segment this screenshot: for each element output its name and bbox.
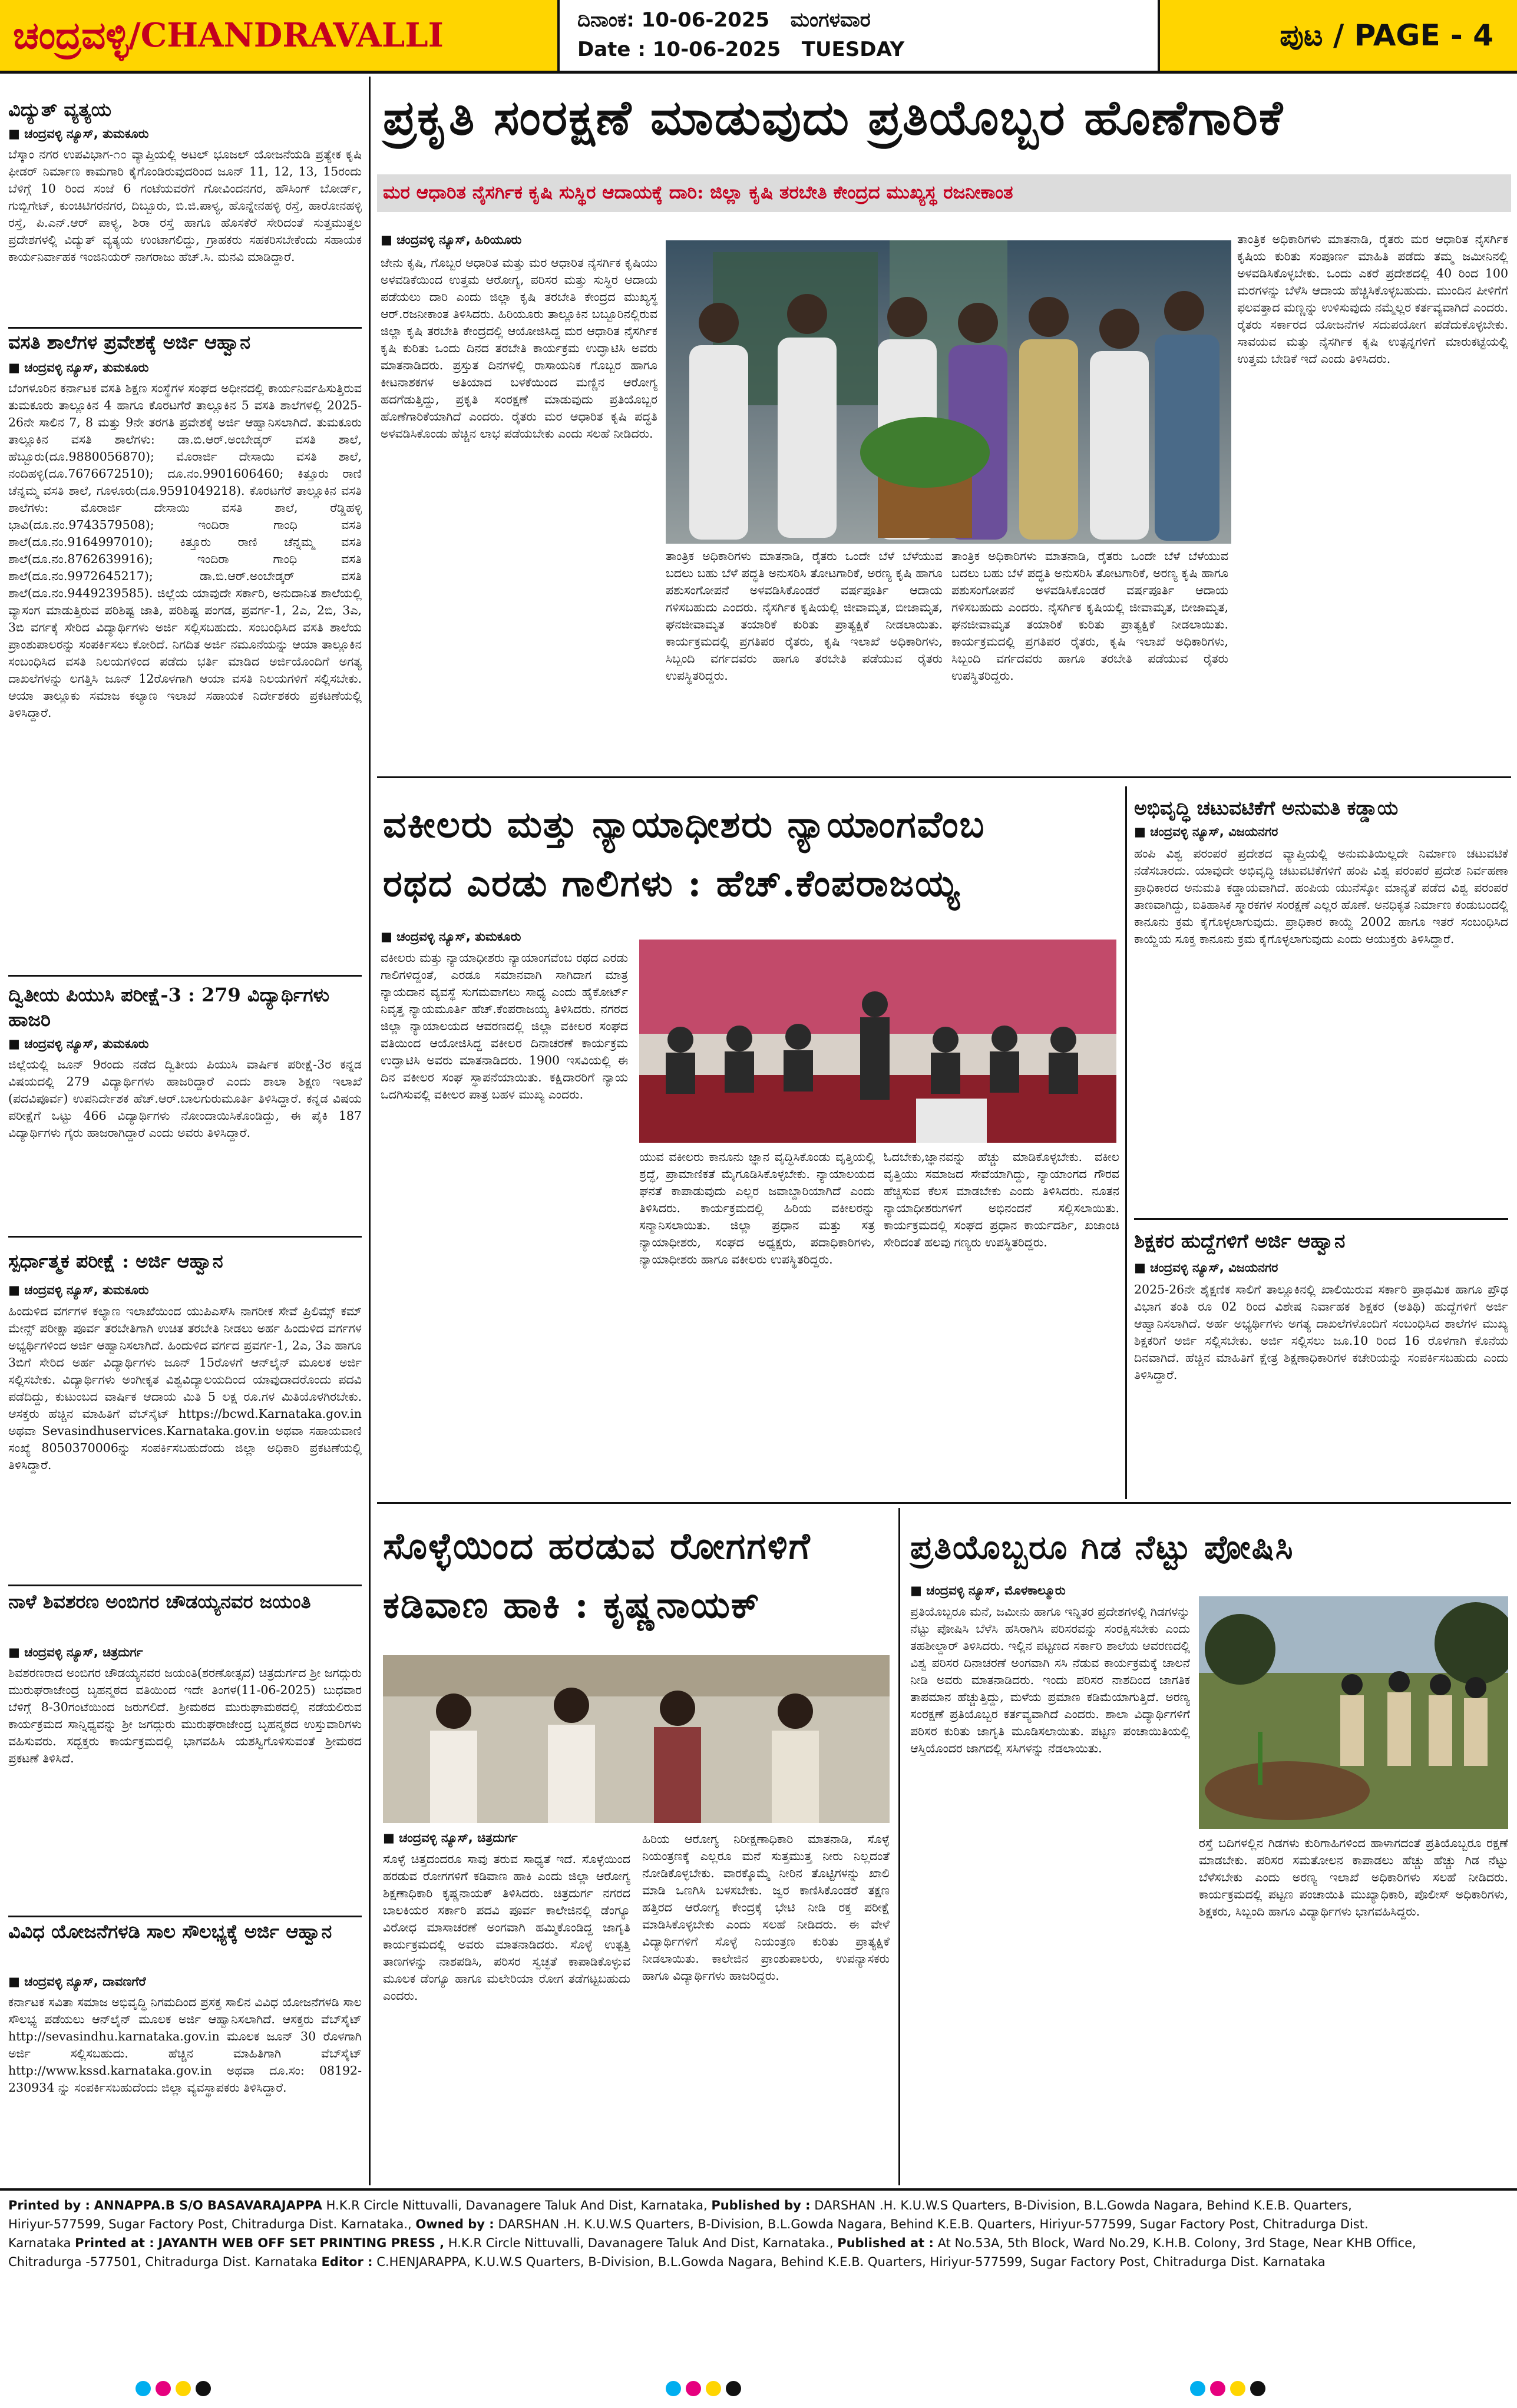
owned-by-label: Owned by : [415, 2217, 494, 2231]
divider [8, 975, 362, 977]
story-byline: ■ ಚಂದ್ರವಳ್ಳಿ ನ್ಯೂಸ್, ತುಮಕೂರು [8, 127, 149, 141]
story-body: ಶಿವಶರಣರಾದ ಅಂಬಿಗರ ಚೌಡಯ್ಯನವರ ಜಯಂತಿ(ಶರಣೋತ್ಸವ) ಚಿತ್ರದುರ್ಗದ ಶ್ರೀ ಜಗದ್ಗುರು ಮುರುಘರಾಜೇಂದ್ರ ಬೃಹನ್ಮಠದ ವತಿಯಿಂದ ಇದೇ ತಿಂಗಳ(11-06-2025) ಬುಧವಾರ ಬೆಳಿಗ್ಗೆ 8-30ಗಂಟೆಯಿಂದ ಜರುಗಲಿದೆ. ಶ್ರೀಮಠದ ಮುರುಘಾಮಠದಲ್ಲಿ ನಡೆಯಲಿರುವ ಕಾರ್ಯಕ್ರಮದ ಸಾನ್ನಿಧ್ಯವನ್ನು ಶ್ರೀ ಜಗದ್ಗುರು ಮುರುಘರಾಜೇಂದ್ರ ಬೃಹನ್ಮಠದ ಉಸ್ತುವಾರಿಗಳು ವಹಿಸುವರು. ಸದ್ಭಕ್ತರು ಕಾರ್ಯಕ್ರಮದಲ್ಲಿ ಭಾಗವಹಿಸಿ ಯಶಸ್ವಿಗೊಳಿಸುವಂತೆ ಶ್ರೀಮಠದ ಪ್ರಕಟಣೆ ತಿಳಿಸಿದೆ. [8, 1666, 362, 1765]
lawyers-photo [639, 940, 1116, 1143]
teachers-body: 2025-26ನೇ ಶೈಕ್ಷಣಿಕ ಸಾಲಿಗೆ ತಾಲ್ಲೂಕಿನಲ್ಲಿ ಖಾಲಿಯಿರುವ ಸರ್ಕಾರಿ ಪ್ರಾಥಮಿಕ ಹಾಗೂ ಪ್ರೌಢ ವಿಭಾಗ ತಂತಿ ರೂ 02 ರಿಂದ ವಿಶೇಷ ನಿರ್ವಾಹಕ ಶಿಕ್ಷಕರ (ಅತಿಥಿ) ಹುದ್ದೆಗಳಿಗೆ ಅರ್ಜಿ ಆಹ್ವಾನಿಸಲಾಗಿದೆ. ಅರ್ಹ ಅಭ್ಯರ್ಥಿಗಳು ಅಗತ್ಯ ದಾಖಲೆಗಳೊಂದಿಗೆ ಸಂಬಂಧಿಸಿದ ಶಾಲೆಗಳ ಮುಖ್ಯ ಶಿಕ್ಷಕರಿಗೆ ಅರ್ಜಿ ಸಲ್ಲಿಸಬೇಕು. ಅರ್ಜಿ ಸಲ್ಲಿಸಲು ಜೂ.10 ರಿಂದ 16 ರೊಳಗಾಗಿ ಕೊನೆಯ ದಿನವಾಗಿದೆ. ಹೆಚ್ಚಿನ ಮಾಹಿತಿಗೆ ಕ್ಷೇತ್ರ ಶಿಕ್ಷಣಾಧಿಕಾರಿಗಳ ಕಚೇರಿಯನ್ನು ಸಂಪರ್ಕಿಸಬಹುದು ಎಂದು ತಿಳಿಸಿದ್ದಾರೆ. [1134, 1282, 1508, 1382]
printed-at-label: Printed at : [75, 2236, 154, 2250]
title-kannada: ಚಂದ್ರವಳ್ಳಿ [13, 13, 129, 58]
story-byline: ■ ಚಂದ್ರವಳ್ಳಿ ನ್ಯೂಸ್, ತುಮಕೂರು [8, 360, 149, 375]
lawyers-headline-line2: ರಥದ ಎರಡು ಗಾಲಿಗಳು : ಹೆಚ್.ಕೆಂಪರಾಜಯ್ಯ [383, 862, 961, 905]
printed-by-address: H.K.R Circle Nittuvalli, Davanagere Taluk And Dist, Karnataka, [326, 2198, 708, 2212]
story-headline: ನಾಳೆ ಶಿವಶರಣ ಅಂಬಿಗರ ಚೌಡಯ್ಯನವರ ಜಯಂತಿ [8, 1590, 311, 1613]
stage-photo-event [639, 940, 1116, 1143]
newspaper-title [0, 0, 560, 71]
divider [8, 327, 362, 329]
heritage-body: ಹಂಪಿ ವಿಶ್ವ ಪರಂಪರೆ ಪ್ರದೇಶದ ವ್ಯಾಪ್ತಿಯಲ್ಲಿ ಅನುಮತಿಯಿಲ್ಲದೇ ನಿರ್ಮಾಣ ಚಟುವಟಿಕೆ ನಡೆಸಬಾರದು. ಯಾವುದೇ ಅಭಿವೃದ್ಧಿ ಚಟುವಟಿಕೆಗಳಿಗೆ ಹಂಪಿ ವಿಶ್ವ ಪರಂಪರೆ ಪ್ರದೇಶ ನಿರ್ವಹಣಾ ಪ್ರಾಧಿಕಾರದ ಅನುಮತಿ ಕಡ್ಡಾಯವಾಗಿದೆ. ಹಂಪಿಯ ಯುನೆಸ್ಕೋ ಮಾನ್ಯತೆ ಪಡೆದ ವಿಶ್ವ ಪರಂಪರೆ ತಾಣವಾಗಿದ್ದು, ಐತಿಹಾಸಿಕ ಸ್ಮಾರಕಗಳ ಸಂರಕ್ಷಣೆ ಎಲ್ಲರ ಹೊಣೆ. ಅನಧಿಕೃತ ನಿರ್ಮಾಣ ಕಂಡುಬಂದಲ್ಲಿ ಕಾನೂನು ಕ್ರಮ ಕೈಗೊಳ್ಳಲಾಗುವುದು. ಪ್ರಾಧಿಕಾರ ಕಾಯ್ದೆ 2002 ಹಾಗೂ ಇತರೆ ಸಂಬಂಧಿಸಿದ ಕಾಯ್ದೆಯ ಸೂಕ್ತ ಕಾನೂನು ಕ್ರಮ ಕೈಗೊಳ್ಳಲಾಗುವುದು ಎಂದು ಆಯುಕ್ತರು ತಿಳಿಸಿದ್ದಾರೆ. [1134, 846, 1508, 946]
lawyers-body-col2: ಯುವ ವಕೀಲರು ಕಾನೂನು ಜ್ಞಾನ ವೃದ್ಧಿಸಿಕೊಂಡು ವೃತ್ತಿಯಲ್ಲಿ ಶ್ರದ್ಧೆ, ಪ್ರಾಮಾಣಿಕತೆ ಮೈಗೂಡಿಸಿಕೊಳ್ಳಬೇಕು. ನ್ಯಾಯಾಲಯದ ಘನತೆ ಕಾಪಾಡುವುದು ಎಲ್ಲರ ಜವಾಬ್ದಾರಿಯಾಗಿದೆ ಎಂದು ತಿಳಿಸಿದರು. ಕಾರ್ಯಕ್ರಮದಲ್ಲಿ ಹಿರಿಯ ವಕೀಲರನ್ನು ಸನ್ಮಾನಿಸಲಾಯಿತು. ಜಿಲ್ಲಾ ಪ್ರಧಾನ ಮತ್ತು ಸತ್ರ ನ್ಯಾಯಾಧೀಶರು, ಸಂಘದ ಅಧ್ಯಕ್ಷರು, ಪದಾಧಿಕಾರಿಗಳು, ನ್ಯಾಯಾಧೀಶರು ಹಾಗೂ ವಕೀಲರು ಉಪಸ್ಥಿತರಿದ್ದರು. [639, 1150, 875, 1266]
printed-at-address: H.K.R Circle Nittuvalli, Davanagere Taluk And Dist, Karnataka., [448, 2236, 834, 2250]
divider [8, 1916, 362, 1917]
story-headline: ವಸತಿ ಶಾಲೆಗಳ ಪ್ರವೇಶಕ್ಕೆ ಅರ್ಜಿ ಆಹ್ವಾನ [8, 331, 251, 353]
trees-photo [1199, 1596, 1508, 1829]
story-byline: ■ ಚಂದ್ರವಳ್ಳಿ ನ್ಯೂಸ್, ಚಿತ್ರದುರ್ಗ [8, 1645, 143, 1659]
story-headline: ವಿವಿಧ ಯೋಜನೆಗಳಡಿ ಸಾಲ ಸೌಲಭ್ಯಕ್ಕೆ ಅರ್ಜಿ ಆಹ್ವಾನ [8, 1920, 332, 1943]
divider [8, 1236, 362, 1238]
day-english: TUESDAY [801, 38, 905, 61]
mosquito-photo [383, 1655, 890, 1823]
masthead [0, 0, 1517, 71]
mosquito-headline-line1: ಸೊಳ್ಳೆಯಿಂದ ಹರಡುವ ರೋಗಗಳಿಗೆ [383, 1524, 811, 1567]
lead-subheadline: ಮರ ಆಧಾರಿತ ನೈಸರ್ಗಿಕ ಕೃಷಿ ಸುಸ್ಥಿರ ಆದಾಯಕ್ಕೆ ದಾರಿ: ಜಿಲ್ಲಾ ಕೃಷಿ ತರಬೇತಿ ಕೇಂದ್ರದ ಮುಖ್ಯಸ್ಥ ರಜನೀಕಾಂತ [383, 182, 1013, 203]
imprint-line4: Chitradurga -577501, Chitradurga Dist. Karnataka [8, 2255, 318, 2269]
date-kannada: ದಿನಾಂಕ: 10-06-2025 [577, 8, 770, 32]
page-kannada: ಪುಟ [1280, 18, 1323, 52]
imprint [8, 2196, 1508, 2271]
imprint-line3: Karnataka [8, 2236, 71, 2250]
story-byline: ■ ಚಂದ್ರವಳ್ಳಿ ನ್ಯೂಸ್, ದಾವಣಗೆರೆ [8, 1974, 146, 1989]
published-at-label: Published at : [837, 2236, 934, 2250]
title-english: /CHANDRAVALLI [128, 16, 444, 55]
page-english: / PAGE - 4 [1333, 18, 1493, 52]
lead-body-col3: ತಾಂತ್ರಿಕ ಅಧಿಕಾರಿಗಳು ಮಾತನಾಡಿ, ರೈತರು ಮರ ಆಧಾರಿತ ನೈಸರ್ಗಿಕ ಕೃಷಿಯ ಕುರಿತು ಸಂಪೂರ್ಣ ಮಾಹಿತಿ ಪಡೆದು ತಮ್ಮ ಜಮೀನಿನಲ್ಲಿ ಅಳವಡಿಸಿಕೊಳ್ಳಬೇಕು. ಒಂದು ಎಕರೆ ಪ್ರದೇಶದಲ್ಲಿ 40 ರಿಂದ 100 ಮರಗಳನ್ನು ಬೆಳೆಸಿ ಆದಾಯ ಹೆಚ್ಚಿಸಿಕೊಳ್ಳಬಹುದು. ಮುಂದಿನ ಪೀಳಿಗೆಗೆ ಫಲವತ್ತಾದ ಮಣ್ಣನ್ನು ಉಳಿಸುವುದು ನಮ್ಮೆಲ್ಲರ ಕರ್ತವ್ಯವಾಗಿದೆ ಎಂದರು. ರೈತರು ಸರ್ಕಾರದ ಯೋಜನೆಗಳ ಸದುಪಯೋಗ ಪಡೆದುಕೊಳ್ಳಬೇಕು. ಸಾವಯವ ಮತ್ತು ನೈಸರ್ಗಿಕ ಕೃಷಿ ಉತ್ಪನ್ನಗಳಿಗೆ ಮಾರುಕಟ್ಟೆಯಲ್ಲಿ ಉತ್ತಮ ಬೇಡಿಕೆ ಇದೆ ಎಂದು ತಿಳಿಸಿದರು. [1237, 232, 1508, 366]
editor-label: Editor : [321, 2255, 373, 2269]
story-body: ಕರ್ನಾಟಕ ಸವಿತಾ ಸಮಾಜ ಅಭಿವೃದ್ಧಿ ನಿಗಮದಿಂದ ಪ್ರಸಕ್ತ ಸಾಲಿನ ವಿವಿಧ ಯೋಜನೆಗಳಡಿ ಸಾಲ ಸೌಲಭ್ಯ ಪಡೆಯಲು ಆನ್‍ಲೈನ್ ಮೂಲಕ ಅರ್ಜಿ ಆಹ್ವಾನಿಸಲಾಗಿದೆ. ಆಸಕ್ತರು ವೆಬ್‍ಸೈಟ್ http://sevasindhu.karnataka.gov.in ಮೂಲಕ ಜೂನ್ 30 ರೊಳಗಾಗಿ ಅರ್ಜಿ ಸಲ್ಲಿಸಬಹುದು. ಹೆಚ್ಚಿನ ಮಾಹಿತಿಗಾಗಿ ವೆಬ್‍ಸೈಟ್ http://www.kssd.karnataka.gov.in ಅಥವಾ ದೂ.ಸಂ: 08192-230934 ನ್ನು ಸಂಪರ್ಕಿಸಬಹುದೆಂದು ಜಿಲ್ಲಾ ವ್ಯವಸ್ಥಾಪಕರು ತಿಳಿಸಿದ್ದಾರೆ. [8, 1995, 362, 2095]
story-body: ಬೆಂಗಳೂರಿನ ಕರ್ನಾಟಕ ವಸತಿ ಶಿಕ್ಷಣ ಸಂಸ್ಥೆಗಳ ಸಂಘದ ಅಧೀನದಲ್ಲಿ ಕಾರ್ಯನಿರ್ವಹಿಸುತ್ತಿರುವ ತುಮಕೂರು ತಾಲ್ಲೂಕಿನ 4 ಹಾಗೂ ಕೊರಟಗೆರೆ ತಾಲ್ಲೂಕಿನ 5 ವಸತಿ ಶಾಲೆಗಳಲ್ಲಿ 2025-26ನೇ ಸಾಲಿನ 7, 8 ಮತ್ತು 9ನೇ ತರಗತಿ ಪ್ರವೇಶಕ್ಕೆ ಅರ್ಜಿ ಆಹ್ವಾನಿಸಲಾಗಿದೆ. ತುಮಕೂರು ತಾಲ್ಲೂಕಿನ ವಸತಿ ಶಾಲೆಗಳು: ಡಾ.ಬಿ.ಆರ್.ಅಂಬೇಡ್ಕರ್ ವಸತಿ ಶಾಲೆ, ಹೆಬ್ಬೂರು(ದೂ.9880056870); ಮೊರಾರ್ಜಿ ದೇಸಾಯಿ ವಸತಿ ಶಾಲೆ, ನಂದಿಹಳ್ಳಿ(ದೂ.7676672510); ದೂ.ನಂ.9901606460; ಕಿತ್ತೂರು ರಾಣಿ ಚೆನ್ನಮ್ಮ ವಸತಿ ಶಾಲೆ, ಗೂಳೂರು(ದೂ.9591049218). ಕೊರಟಗೆರೆ ತಾಲ್ಲೂಕಿನ ವಸತಿ ಶಾಲೆಗಳು: ಮೊರಾರ್ಜಿ ದೇಸಾಯಿ ವಸತಿ ಶಾಲೆ, ರೆಡ್ಡಿಹಳ್ಳಿ ಭಾವಿ(ದೂ.ನಂ.9743579508); ಇಂದಿರಾ ಗಾಂಧಿ ವಸತಿ ಶಾಲೆ(ದೂ.ನಂ.9164997010); ಕಿತ್ತೂರು ರಾಣಿ ಚೆನ್ನಮ್ಮ ವಸತಿ ಶಾಲೆ(ದೂ.ನಂ.8762639916); ಇಂದಿರಾ ಗಾಂಧಿ ವಸತಿ ಶಾಲೆ(ದೂ.ನಂ.9972645217); ಡಾ.ಬಿ.ಆರ್.ಅಂಬೇಡ್ಕರ್ ವಸತಿ ಶಾಲೆ(ದೂ.ನಂ.9449239585). ಜಿಲ್ಲೆಯ ಯಾವುದೇ ಸರ್ಕಾರಿ, ಅನುದಾನಿತ ಶಾಲೆಯಲ್ಲಿ ವ್ಯಾಸಂಗ ಮಾಡುತ್ತಿರುವ ಪರಿಶಿಷ್ಟ ಜಾತಿ, ಪರಿಶಿಷ್ಟ ಪಂಗಡ, ಪ್ರವರ್ಗ-1, 2ಎ, 2ಬಿ, 3ಎ, 3ಬಿ ವರ್ಗಕ್ಕೆ ಸೇರಿದ ವಿದ್ಯಾರ್ಥಿಗಳು ಅರ್ಜಿ ಸಲ್ಲಿಸಬಹುದು. ಸಂಬಂಧಿಸಿದ ವಸತಿ ಶಾಲೆಯ ಪ್ರಾಂಶುಪಾಲರನ್ನು ಸಂಪರ್ಕಿಸಲು ಕೋರಿದೆ. ನಿಗದಿತ ಅರ್ಜಿ ನಮೂನೆಯನ್ನು ಆಯಾ ತಾಲ್ಲೂಕಿನ ಸಂಬಂಧಿಸಿದ ವಸತಿ ನಿಲಯಗಳಿಂದ ಪಡೆದು ಭರ್ತಿ ಮಾಡಿದ ಅರ್ಜಿಯೊಂದಿಗೆ ಅಗತ್ಯ ದಾಖಲೆಗಳನ್ನು ಲಗತ್ತಿಸಿ ಜೂನ್ 12ರೊಳಗಾಗಿ ಆಯಾ ವಸತಿ ನಿಲಯಗಳಿಗೆ ಸಲ್ಲಿಸಬೇಕು. ಆಯಾ ತಾಲ್ಲೂಕು ಸಮಾಜ ಕಲ್ಯಾಣ ಇಲಾಖೆ ಸಹಾಯಕ ನಿರ್ದೇಶಕರು ಪ್ರಕಟಣೆಯಲ್ಲಿ ತಿಳಿಸಿದ್ದಾರೆ. [8, 381, 362, 720]
masthead-rule [0, 71, 1517, 74]
editor: C.HENJARAPPA, K.U.W.S Quarters, B-Division, B.L.Gowda Nagara, Behind K.E.B. Quarters, Hiriyur-577599, Sugar Factory Post, Chitradurga Dist. Karnataka [376, 2255, 1326, 2269]
story-body: ಬೆಸ್ಕಾಂ ನಗರ ಉಪವಿಭಾಗ-೧೦ ವ್ಯಾಪ್ತಿಯಲ್ಲಿ ಅಟಲ್ ಭೂಜಲ್ ಯೋಜನೆಯಡಿ ಪ್ರತ್ಯೇಕ ಕೃಷಿ ಫೀಡರ್ ನಿರ್ಮಾಣ ಕಾಮಗಾರಿ ಕೈಗೊಂಡಿರುವುದರಿಂದ ಜೂನ್ 11, 12, 13, 15ರಂದು ಬೆಳಿಗ್ಗೆ 10 ರಿಂದ ಸಂಜೆ 6 ಗಂಟೆಯವರೆಗೆ ಗೋವಿಂದನಗರ, ಹೌಸಿಂಗ್ ಬೋರ್ಡ್, ಗುಬ್ಬಿಗೇಟ್, ಕುಂಚಿಟಿಗರನಗರ, ದಿಬ್ಬೂರು, ಬಿ.ಜಿ.ಪಾಳ್ಯ, ಹೊನ್ನೇನಹಳ್ಳಿ ರಸ್ತೆ, ಹಾರೋನಹಳ್ಳಿ ರಸ್ತೆ, ಪಿ.ಎನ್.ಆರ್ ಪಾಳ್ಯ, ಶಿರಾ ರಸ್ತೆ ಹಾಗೂ ಹೊಸಕೆರೆ ಸೇರಿದಂತೆ ಸುತ್ತಮುತ್ತಲ ಪ್ರದೇಶಗಳಲ್ಲಿ ವಿದ್ಯುತ್ ವ್ಯತ್ಯಯ ಉಂಟಾಗಲಿದ್ದು, ಗ್ರಾಹಕರು ಸಹಕರಿಸಬೇಕೆಂದು ಸಹಾಯಕ ಕಾರ್ಯನಿರ್ವಾಹಕ ಇಂಜಿನಿಯರ್ ನಾಗರಾಜು ಹೆಚ್.ಸಿ. ಮನವಿ ಮಾಡಿದ್ದಾರೆ. [8, 147, 362, 264]
column-divider [1125, 786, 1127, 1499]
owned-by: DARSHAN .H. K.U.W.S Quarters, B-Division, B.L.Gowda Nagara, Behind K.E.B. Quarters, Hiriyur-577599, Sugar Factory Post, Chitradurga Dist. [498, 2217, 1369, 2231]
mosquito-headline-line2: ಕಡಿವಾಣ ಹಾಕಿ : ಕೃಷ್ಣನಾಯಕ್ [383, 1583, 761, 1626]
printed-by-label: Printed by : [8, 2198, 90, 2212]
story-body: ಜಿಲ್ಲೆಯಲ್ಲಿ ಜೂನ್ 9ರಂದು ನಡೆದ ದ್ವಿತೀಯ ಪಿಯುಸಿ ವಾರ್ಷಿಕ ಪರೀಕ್ಷೆ-3ರ ಕನ್ನಡ ವಿಷಯದಲ್ಲಿ 279 ವಿದ್ಯಾರ್ಥಿಗಳು ಹಾಜರಿದ್ದಾರೆ ಎಂದು ಶಾಲಾ ಶಿಕ್ಷಣ ಇಲಾಖೆ (ಪದವಿಪೂರ್ವ) ಉಪನಿರ್ದೇಶಕ ಹೆಚ್.ಆರ್.ಬಾಲಗುರುಮೂರ್ತಿ ತಿಳಿಸಿದ್ದಾರೆ. ಕನ್ನಡ ವಿಷಯ ಪರೀಕ್ಷೆಗೆ ಒಟ್ಟು 466 ವಿದ್ಯಾರ್ಥಿಗಳು ನೋಂದಾಯಿಸಿಕೊಂಡಿದ್ದು, ಈ ಪೈಕಿ 187 ವಿದ್ಯಾರ್ಥಿಗಳು ಗೈರು ಹಾಜರಾಗಿದ್ದಾರೆ ಎಂದು ಅವರು ತಿಳಿಸಿದ್ದಾರೆ. [8, 1057, 362, 1140]
divider [8, 1585, 362, 1586]
story-byline: ■ ಚಂದ್ರವಳ್ಳಿ ನ್ಯೂಸ್, ತುಮಕೂರು [8, 1037, 149, 1051]
lawyers-body-col3: ಓದಬೇಕು,ಜ್ಞಾನವನ್ನು ಹೆಚ್ಚು ಮಾಡಿಕೊಳ್ಳಬೇಕು. ವಕೀಲ ವೃತ್ತಿಯು ಸಮಾಜದ ಸೇವೆಯಾಗಿದ್ದು, ನ್ಯಾಯಾಂಗದ ಗೌರವ ಹೆಚ್ಚಿಸುವ ಕೆಲಸ ಮಾಡಬೇಕು ಎಂದು ತಿಳಿಸಿದರು. ನೂತನ ನ್ಯಾಯಾಧೀಶರುಗಳಿಗೆ ಅಭಿನಂದನೆ ಸಲ್ಲಿಸಲಾಯಿತು. ಕಾರ್ಯಕ್ರಮದಲ್ಲಿ ಸಂಘದ ಪ್ರಧಾನ ಕಾರ್ಯದರ್ಶಿ, ಖಜಾಂಚಿ ಸೇರಿದಂತೆ ಹಲವು ಗಣ್ಯರು ಉಪಸ್ಥಿತರಿದ್ದರು. [884, 1150, 1119, 1249]
trees-body-col2: ರಸ್ತೆ ಬದಿಗಳಲ್ಲಿನ ಗಿಡಗಳು ಕುರಿಗಾಹಿಗಳಿಂದ ಹಾಳಾಗದಂತೆ ಪ್ರತಿಯೊಬ್ಬರೂ ರಕ್ಷಣೆ ಮಾಡಬೇಕು. ಪರಿಸರ ಸಮತೋಲನ ಕಾಪಾಡಲು ಹೆಚ್ಚು ಹೆಚ್ಚು ಗಿಡ ನೆಟ್ಟು ಬೆಳೆಸಬೇಕು ಎಂದು ಅರಣ್ಯ ಇಲಾಖೆ ಅಧಿಕಾರಿಗಳು ಸಲಹೆ ನೀಡಿದರು. ಕಾರ್ಯಕ್ರಮದಲ್ಲಿ ಪಟ್ಟಣ ಪಂಚಾಯಿತಿ ಮುಖ್ಯಾಧಿಕಾರಿ, ಪೊಲೀಸ್ ಅಧಿಕಾರಿಗಳು, ಶಿಕ್ಷಕರು, ಸಿಬ್ಬಂದಿ ಹಾಗೂ ವಿದ್ಯಾರ್ಥಿಗಳು ಭಾಗವಹಿಸಿದ್ದರು. [1199, 1836, 1508, 1919]
lawyers-headline-line1: ವಕೀಲರು ಮತ್ತು ನ್ಯಾಯಾಧೀಶರು ನ್ಯಾಯಾಂಗವೆಂಬ [383, 803, 986, 846]
date-english: Date : 10-06-2025 [577, 38, 781, 61]
printed-by-name: ANNAPPA.B S/O BASAVARAJAPPA [94, 2198, 322, 2212]
page-number [1158, 0, 1517, 71]
lawyers-body-col1: ವಕೀಲರು ಮತ್ತು ನ್ಯಾಯಾಧೀಶರು ನ್ಯಾಯಾಂಗವೆಂಬ ರಥದ ಎರಡು ಗಾಲಿಗಳಿದ್ದಂತೆ, ಎರಡೂ ಸಮಾನವಾಗಿ ಸಾಗಿದಾಗ ಮಾತ್ರ ನ್ಯಾಯದಾನ ವ್ಯವಸ್ಥೆ ಸುಗಮವಾಗಲು ಸಾಧ್ಯ ಎಂದು ಹೈಕೋರ್ಟ್ ನಿವೃತ್ತ ನ್ಯಾಯಮೂರ್ತಿ ಹೆಚ್.ಕೆಂಪರಾಜಯ್ಯ ತಿಳಿಸಿದರು. ನಗರದ ಜಿಲ್ಲಾ ನ್ಯಾಯಾಲಯದ ಆವರಣದಲ್ಲಿ ಜಿಲ್ಲಾ ವಕೀಲರ ಸಂಘದ ವತಿಯಿಂದ ಆಯೋಜಿಸಿದ್ದ ವಕೀಲರ ದಿನಾಚರಣೆ ಕಾರ್ಯಕ್ರಮ ಉದ್ಘಾಟಿಸಿ ಅವರು ಮಾತನಾಡಿದರು. 1900 ಇಸವಿಯಲ್ಲಿ ಈ ದಿನ ವಕೀಲರ ಸಂಘ ಸ್ಥಾಪನೆಯಾಯಿತು. ಕಕ್ಷಿದಾರರಿಗೆ ನ್ಯಾಯ ಒದಗಿಸುವಲ್ಲಿ ವಕೀಲರ ಪಾತ್ರ ಬಹಳ ಮುಖ್ಯ ಎಂದರು. [381, 951, 628, 1102]
story-headline: ವಿದ್ಯುತ್ ವ್ಯತ್ಯಯ [8, 98, 111, 121]
tree-planting-photo [1199, 1596, 1508, 1829]
group-photo-farmers [666, 240, 1231, 544]
published-by-label: Published by : [711, 2198, 811, 2212]
teachers-headline: ಶಿಕ್ಷಕರ ಹುದ್ದೆಗಳಿಗೆ ಅರ್ಜಿ ಆಹ್ವಾನ [1134, 1229, 1346, 1252]
registration-marks-right [1190, 2381, 1270, 2399]
date-block [566, 0, 1155, 71]
lead-body-col2: ತಾಂತ್ರಿಕ ಅಧಿಕಾರಿಗಳು ಮಾತನಾಡಿ, ರೈತರು ಒಂದೇ ಬೆಳೆ ಬೆಳೆಯುವ ಬದಲು ಬಹು ಬೆಳೆ ಪದ್ಧತಿ ಅನುಸರಿಸಿ ತೋಟಗಾರಿಕೆ, ಅರಣ್ಯ ಕೃಷಿ ಹಾಗೂ ಪಶುಸಂಗೋಪನೆ ಅಳವಡಿಸಿಕೊಂಡರೆ ವರ್ಷಪೂರ್ತಿ ಆದಾಯ ಗಳಿಸಬಹುದು ಎಂದರು. ನೈಸರ್ಗಿಕ ಕೃಷಿಯಲ್ಲಿ ಜೀವಾಮೃತ, ಬೀಜಾಮೃತ, ಘನಜೀವಾಮೃತ ತಯಾರಿಕೆ ಕುರಿತು ಪ್ರಾತ್ಯಕ್ಷಿಕೆ ನೀಡಲಾಯಿತು. ಕಾರ್ಯಕ್ರಮದಲ್ಲಿ ಪ್ರಗತಿಪರ ರೈತರು, ಕೃಷಿ ಇಲಾಖೆ ಅಧಿಕಾರಿಗಳು, ಸಿಬ್ಬಂದಿ ವರ್ಗದವರು ಹಾಗೂ ತರಬೇತಿ ಪಡೆಯುವ ರೈತರು ಉಪಸ್ಥಿತರಿದ್ದರು. [666, 549, 943, 683]
day-kannada: ಮಂಗಳವಾರ [790, 8, 871, 32]
trees-headline: ಪ್ರತಿಯೊಬ್ಬರೂ ಗಿಡ ನೆಟ್ಟು ಪೋಷಿಸಿ [910, 1528, 1294, 1567]
registration-marks-center [666, 2381, 746, 2399]
published-at: At No.53A, 5th Block, Ward No.29, K.H.B. Colony, 3rd Stage, Near KHB Office, [937, 2236, 1416, 2250]
left-column-divider [369, 77, 371, 2185]
lead-body-col2b: ತಾಂತ್ರಿಕ ಅಧಿಕಾರಿಗಳು ಮಾತನಾಡಿ, ರೈತರು ಒಂದೇ ಬೆಳೆ ಬೆಳೆಯುವ ಬದಲು ಬಹು ಬೆಳೆ ಪದ್ಧತಿ ಅನುಸರಿಸಿ ತೋಟಗಾರಿಕೆ, ಅರಣ್ಯ ಕೃಷಿ ಹಾಗೂ ಪಶುಸಂಗೋಪನೆ ಅಳವಡಿಸಿಕೊಂಡರೆ ವರ್ಷಪೂರ್ತಿ ಆದಾಯ ಗಳಿಸಬಹುದು ಎಂದರು. ನೈಸರ್ಗಿಕ ಕೃಷಿಯಲ್ಲಿ ಜೀವಾಮೃತ, ಬೀಜಾಮೃತ, ಘನಜೀವಾಮೃತ ತಯಾರಿಕೆ ಕುರಿತು ಪ್ರಾತ್ಯಕ್ಷಿಕೆ ನೀಡಲಾಯಿತು. ಕಾರ್ಯಕ್ರಮದಲ್ಲಿ ಪ್ರಗತಿಪರ ರೈತರು, ಕೃಷಿ ಇಲಾಖೆ ಅಧಿಕಾರಿಗಳು, ಸಿಬ್ಬಂದಿ ವರ್ಗದವರು ಹಾಗೂ ತರಬೇತಿ ಪಡೆಯುವ ರೈತರು ಉಪಸ್ಥಿತರಿದ್ದರು. [951, 549, 1228, 683]
footer-rule [0, 2188, 1517, 2191]
story-body: ಹಿಂದುಳಿದ ವರ್ಗಗಳ ಕಲ್ಯಾಣ ಇಲಾಖೆಯಿಂದ ಯುಪಿಎಸ್‍ಸಿ ನಾಗರೀಕ ಸೇವೆ ಪ್ರಿಲಿಮ್ಸ್ ಕಮ್ ಮೇನ್ಸ್ ಪರೀಕ್ಷಾ ಪೂರ್ವ ತರಬೇತಿಗಾಗಿ ಉಚಿತ ತರಬೇತಿ ನೀಡಲು ಅರ್ಹ ಹಿಂದುಳಿದ ವರ್ಗಗಳ ಅಭ್ಯರ್ಥಿಗಳಿಂದ ಅರ್ಜಿ ಆಹ್ವಾನಿಸಲಾಗಿದೆ. ಹಿಂದುಳಿದ ವರ್ಗದ ಪ್ರವರ್ಗ-1, 2ಎ, 3ಎ ಹಾಗೂ 3ಬಿಗೆ ಸೇರಿದ ಅರ್ಹ ವಿದ್ಯಾರ್ಥಿಗಳು ಜೂನ್ 15ರೊಳಗೆ ಆನ್‍ಲೈನ್ ಮೂಲಕ ಅರ್ಜಿ ಸಲ್ಲಿಸಬೇಕು. ವಿದ್ಯಾರ್ಥಿಗಳು ಅಂಗೀಕೃತ ವಿಶ್ವವಿದ್ಯಾಲಯದಿಂದ ಯಾವುದಾದರೊಂದು ಪದವಿ ಪಡೆದಿದ್ದು, ಕುಟುಂಬದ ವಾರ್ಷಿಕ ಆದಾಯ ಮಿತಿ 5 ಲಕ್ಷ ರೂ.ಗಳ ಮಿತಿಯೊಳಗಿರಬೇಕು. ಆಸಕ್ತರು ಹೆಚ್ಚಿನ ಮಾಹಿತಿಗೆ ವೆಬ್‍ಸೈಟ್ https://bcwd.Karnataka.gov.in ಅಥವಾ Sevasindhuservices.Karnataka.gov.in ಅಥವಾ ಸಹಾಯವಾಣಿ ಸಂಖ್ಯೆ 8050370006ನ್ನು ಸಂಪರ್ಕಿಸಬಹುದೆಂದು ಜಿಲ್ಲಾ ಅಧಿಕಾರಿ ಪ್ರಕಟಣೆಯಲ್ಲಿ ತಿಳಿಸಿದ್ದಾರೆ. [8, 1304, 362, 1472]
speakers-photo [383, 1655, 890, 1823]
heritage-headline: ಅಭಿವೃದ್ಧಿ ಚಟುವಟಿಕೆಗೆ ಅನುಮತಿ ಕಡ್ಡಾಯ [1134, 796, 1399, 819]
story-byline: ■ ಚಂದ್ರವಳ್ಳಿ ನ್ಯೂಸ್, ತುಮಕೂರು [8, 1283, 149, 1297]
lead-byline: ■ ಚಂದ್ರವಳ್ಳಿ ನ್ಯೂಸ್, ಹಿರಿಯೂರು [381, 233, 522, 247]
heritage-byline: ■ ಚಂದ್ರವಳ್ಳಿ ನ್ಯೂಸ್, ವಿಜಯನಗರ [1134, 825, 1278, 839]
mosquito-body-col1: ಸೊಳ್ಳೆ ಚಿತ್ತದಂದರೂ ಸಾವು ತರುವ ಸಾಧ್ಯತೆ ಇದೆ. ಸೊಳ್ಳೆಯಿಂದ ಹರಡುವ ರೋಗಗಳಿಗೆ ಕಡಿವಾಣ ಹಾಕಿ ಎಂದು ಜಿಲ್ಲಾ ಆರೋಗ್ಯ ಶಿಕ್ಷಣಾಧಿಕಾರಿ ಕೃಷ್ಣನಾಯಕ್ ತಿಳಿಸಿದರು. ಚಿತ್ರದುರ್ಗ ನಗರದ ಬಾಲಕಿಯರ ಸರ್ಕಾರಿ ಪದವಿ ಪೂರ್ವ ಕಾಲೇಜಿನಲ್ಲಿ ಡೆಂಗ್ಯೂ ವಿರೋಧ ಮಾಸಾಚರಣೆ ಅಂಗವಾಗಿ ಹಮ್ಮಿಕೊಂಡಿದ್ದ ಜಾಗೃತಿ ಕಾರ್ಯಕ್ರಮದಲ್ಲಿ ಅವರು ಮಾತನಾಡಿದರು. ಸೊಳ್ಳೆ ಉತ್ಪತ್ತಿ ತಾಣಗಳನ್ನು ನಾಶಪಡಿಸಿ, ಪರಿಸರ ಸ್ವಚ್ಛತೆ ಕಾಪಾಡಿಕೊಳ್ಳುವ ಮೂಲಕ ಡೆಂಗ್ಯೂ ಹಾಗೂ ಮಲೇರಿಯಾ ರೋಗ ತಡೆಗಟ್ಟಬಹುದು ಎಂದರು. [383, 1852, 630, 2003]
lead-photo [666, 240, 1231, 544]
divider [377, 776, 1511, 778]
story-headline: ಸ್ಪರ್ಧಾತ್ಮಕ ಪರೀಕ್ಷೆ : ಅರ್ಜಿ ಆಹ್ವಾನ [8, 1250, 223, 1272]
lead-headline: ಪ್ರಕೃತಿ ಸಂರಕ್ಷಣೆ ಮಾಡುವುದು ಪ್ರತಿಯೊಬ್ಬರ ಹೊಣೆಗಾರಿಕೆ [383, 90, 1284, 146]
lawyers-byline: ■ ಚಂದ್ರವಳ್ಳಿ ನ್ಯೂಸ್, ತುಮಕೂರು [381, 930, 521, 944]
imprint-line2: Hiriyur-577599, Sugar Factory Post, Chitradurga Dist. Karnataka., [8, 2217, 412, 2231]
trees-body-col1: ಪ್ರತಿಯೊಬ್ಬರೂ ಮನೆ, ಜಮೀನು ಹಾಗೂ ಇನ್ನಿತರ ಪ್ರದೇಶಗಳಲ್ಲಿ ಗಿಡಗಳನ್ನು ನೆಟ್ಟು ಪೋಷಿಸಿ ಬೆಳೆಸಿ ಹಸಿರಾಗಿಸಿ ಪರಿಸರವನ್ನು ಸಂರಕ್ಷಿಸಬೇಕು ಎಂದು ತಹಶೀಲ್ದಾರ್ ತಿಳಿಸಿದರು. ಇಲ್ಲಿನ ಪಟ್ಟಣದ ಸರ್ಕಾರಿ ಶಾಲೆಯ ಆವರಣದಲ್ಲಿ ವಿಶ್ವ ಪರಿಸರ ದಿನಾಚರಣೆ ಅಂಗವಾಗಿ ಸಸಿ ನೆಡುವ ಕಾರ್ಯಕ್ರಮಕ್ಕೆ ಚಾಲನೆ ನೀಡಿ ಅವರು ಮಾತನಾಡಿದರು. ಇಂದು ಪರಿಸರ ನಾಶದಿಂದ ಜಾಗತಿಕ ತಾಪಮಾನ ಹೆಚ್ಚುತ್ತಿದ್ದು, ಮಳೆಯ ಪ್ರಮಾಣ ಕಡಿಮೆಯಾಗುತ್ತಿದೆ. ಅರಣ್ಯ ಸಂರಕ್ಷಣೆ ಪ್ರತಿಯೊಬ್ಬರ ಕರ್ತವ್ಯವಾಗಿದೆ ಎಂದರು. ಶಾಲಾ ವಿದ್ಯಾರ್ಥಿಗಳಿಗೆ ಪರಿಸರ ಕುರಿತು ಜಾಗೃತಿ ಮೂಡಿಸಲಾಯಿತು. ಪಟ್ಟಣ ಪಂಚಾಯಿತಿಯಲ್ಲಿ ಆಸ್ತಿಯೊಂದರ ಜಾಗದಲ್ಲಿ ಸಸಿಗಳನ್ನು ನೆಡಲಾಯಿತು. [910, 1605, 1190, 1755]
printed-at: JAYANTH WEB OFF SET PRINTING PRESS , [158, 2236, 445, 2250]
story-headline: ದ್ವಿತೀಯ ಪಿಯುಸಿ ಪರೀಕ್ಷೆ-3 : 279 ವಿದ್ಯಾರ್ಥಿಗಳು ಹಾಜರಿ [8, 984, 330, 1031]
trees-byline: ■ ಚಂದ್ರವಳ್ಳಿ ನ್ಯೂಸ್, ಮೊಳಕಾಲ್ಮೂರು [910, 1583, 1066, 1597]
mosquito-body-col2: ಹಿರಿಯ ಆರೋಗ್ಯ ನಿರೀಕ್ಷಣಾಧಿಕಾರಿ ಮಾತನಾಡಿ, ಸೊಳ್ಳೆ ನಿಯಂತ್ರಣಕ್ಕೆ ಎಲ್ಲರೂ ಮನೆ ಸುತ್ತಮುತ್ತ ನೀರು ನಿಲ್ಲದಂತೆ ನೋಡಿಕೊಳ್ಳಬೇಕು. ವಾರಕ್ಕೊಮ್ಮೆ ನೀರಿನ ತೊಟ್ಟಿಗಳನ್ನು ಖಾಲಿ ಮಾಡಿ ಒಣಗಿಸಿ ಬಳಸಬೇಕು. ಜ್ವರ ಕಾಣಿಸಿಕೊಂಡರೆ ತಕ್ಷಣ ಹತ್ತಿರದ ಆರೋಗ್ಯ ಕೇಂದ್ರಕ್ಕೆ ಭೇಟಿ ನೀಡಿ ರಕ್ತ ಪರೀಕ್ಷೆ ಮಾಡಿಸಿಕೊಳ್ಳಬೇಕು ಎಂದು ಸಲಹೆ ನೀಡಿದರು. ಈ ವೇಳೆ ವಿದ್ಯಾರ್ಥಿಗಳಿಗೆ ಸೊಳ್ಳೆ ನಿಯಂತ್ರಣ ಕುರಿತು ಪ್ರಾತ್ಯಕ್ಷಿಕೆ ನೀಡಲಾಯಿತು. ಕಾಲೇಜಿನ ಪ್ರಾಂಶುಪಾಲರು, ಉಪನ್ಯಾಸಕರು ಹಾಗೂ ವಿದ್ಯಾರ್ಥಿಗಳು ಹಾಜರಿದ್ದರು. [642, 1832, 890, 1983]
column-divider [898, 1508, 900, 2185]
published-by: DARSHAN .H. K.U.W.S Quarters, B-Division, B.L.Gowda Nagara, Behind K.E.B. Quarters, [814, 2198, 1352, 2212]
mosquito-byline: ■ ಚಂದ್ರವಳ್ಳಿ ನ್ಯೂಸ್, ಚಿತ್ರದುರ್ಗ [383, 1831, 518, 1845]
divider [377, 1502, 1511, 1504]
divider [1134, 1218, 1508, 1220]
teachers-byline: ■ ಚಂದ್ರವಳ್ಳಿ ನ್ಯೂಸ್, ವಿಜಯನಗರ [1134, 1261, 1278, 1275]
registration-marks-left [135, 2381, 216, 2399]
lead-body-col1: ಜೇನು ಕೃಷಿ, ಗೊಬ್ಬರ ಆಧಾರಿತ ಮತ್ತು ಮರ ಆಧಾರಿತ ನೈಸರ್ಗಿಕ ಕೃಷಿಯು ಅಳವಡಿಕೆಯಿಂದ ಉತ್ತಮ ಆರೋಗ್ಯ, ಪರಿಸರ ಮತ್ತು ಸುಸ್ಥಿರ ಆದಾಯ ಪಡೆಯಲು ದಾರಿ ಎಂದು ಜಿಲ್ಲಾ ಕೃಷಿ ತರಬೇತಿ ಕೇಂದ್ರದ ಮುಖ್ಯಸ್ಥ ಆರ್.ರಜನೀಕಾಂತ ತಿಳಿಸಿದರು. ಹಿರಿಯೂರು ತಾಲ್ಲೂಕಿನ ಬಬ್ಬೂರಿನಲ್ಲಿರುವ ಜಿಲ್ಲಾ ಕೃಷಿ ತರಬೇತಿ ಕೇಂದ್ರದಲ್ಲಿ ಆಯೋಜಿಸಿದ್ದ ಮರ ಆಧಾರಿತ ನೈಸರ್ಗಿಕ ಕೃಷಿ ಕುರಿತು ಒಂದು ದಿನದ ತರಬೇತಿ ಕಾರ್ಯಕ್ರಮ ಉದ್ಘಾಟಿಸಿ ಅವರು ಮಾತನಾಡಿದರು. ಪ್ರಸ್ತುತ ದಿನಗಳಲ್ಲಿ ರಾಸಾಯನಿಕ ಗೊಬ್ಬರ ಹಾಗೂ ಕೀಟನಾಶಕಗಳ ಅತಿಯಾದ ಬಳಕೆಯಿಂದ ಮಣ್ಣಿನ ಆರೋಗ್ಯ ಹದಗೆಡುತ್ತಿದ್ದು, ಪ್ರಕೃತಿ ಸಂರಕ್ಷಣೆ ಮಾಡುವುದು ಪ್ರತಿಯೊಬ್ಬರ ಹೊಣೆಗಾರಿಕೆಯಾಗಿದೆ ಎಂದರು. ರೈತರು ಮರ ಆಧಾರಿತ ಕೃಷಿ ಪದ್ಧತಿ ಅಳವಡಿಸಿಕೊಂಡು ಹೆಚ್ಚಿನ ಲಾಭ ಪಡೆಯಬೇಕು ಎಂದು ಸಲಹೆ ನೀಡಿದರು. [381, 256, 657, 441]
